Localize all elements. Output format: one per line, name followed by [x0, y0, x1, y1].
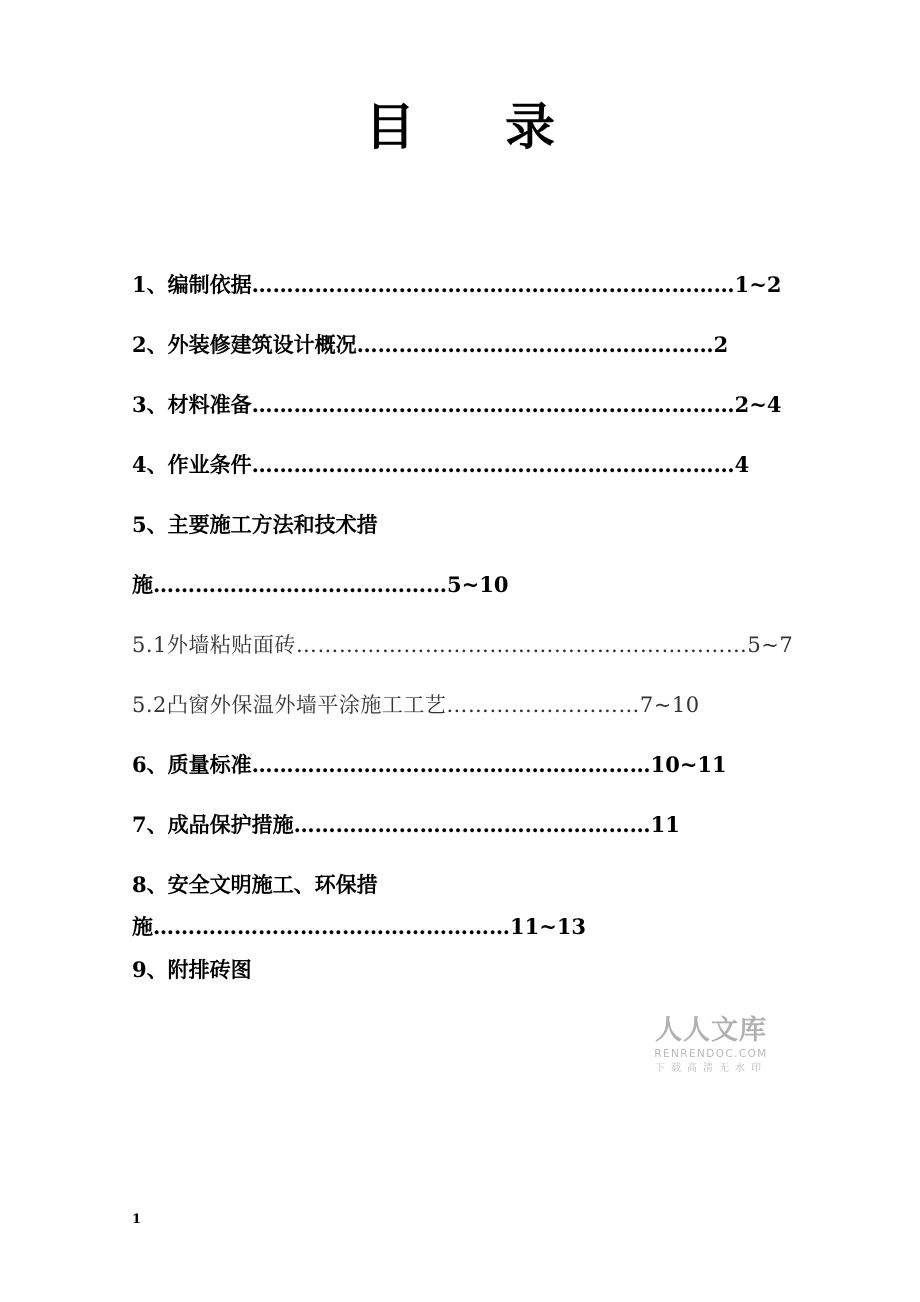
toc-item-2: 2、外装修建筑设计概况……………………………………………2 — [132, 332, 729, 357]
watermark-domain: RENRENDOC.COM — [654, 1048, 768, 1060]
toc-item-5-continued: 施……………………………………5~10 — [132, 572, 509, 597]
toc-item-9: 9、附排砖图 — [132, 957, 252, 982]
toc-item-4: 4、作业条件……………………………………………………………4 — [132, 452, 750, 477]
toc-item-6: 6、质量标准…………………………………………………10~11 — [132, 752, 727, 777]
toc-item-8-continued: 施……………………………………………11~13 — [132, 914, 587, 939]
watermark-tagline: 下载高清无水印 — [655, 1063, 767, 1074]
watermark — [648, 1015, 774, 1077]
toc-item-3: 3、材料准备……………………………………………………………2~4 — [132, 392, 782, 417]
toc-item-5-1: 5.1外墙粘贴面砖………………………………………………………5~7 — [132, 633, 794, 657]
page-title: 目录 — [365, 97, 645, 156]
toc-item-1: 1、编制依据……………………………………………………………1~2 — [132, 272, 782, 297]
watermark-logo: 人人文库 — [655, 1015, 767, 1046]
toc-item-5-2: 5.2凸窗外保温外墙平涂施工工艺………………………7~10 — [132, 693, 700, 717]
toc-item-8: 8、安全文明施工、环保措 — [132, 872, 378, 897]
toc-item-7: 7、成品保护措施……………………………………………11 — [132, 812, 680, 837]
toc-item-5: 5、主要施工方法和技术措 — [132, 512, 378, 537]
page-number: 1 — [132, 1212, 142, 1227]
